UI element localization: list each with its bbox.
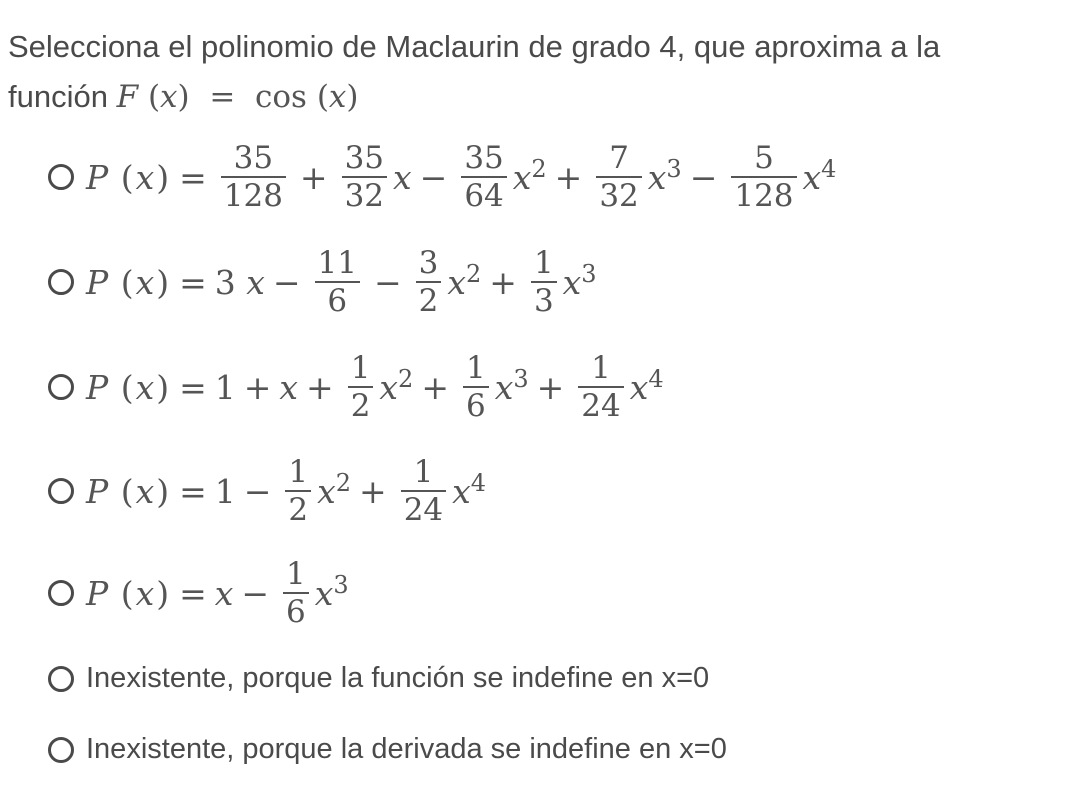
fraction: $\frac{1}{2}$ (285, 454, 311, 528)
question-line-2 (8, 72, 1075, 122)
function-arg: x (160, 79, 178, 115)
radio-button-option-1[interactable] (48, 164, 74, 190)
option-6-label: Inexistente, porque la función se indefine en x=0 (86, 662, 710, 694)
function-definition: F (x) = cos (x) (116, 79, 359, 115)
radio-button-option-5[interactable] (48, 580, 74, 606)
fraction: $\frac{1}{6}$ (283, 556, 309, 630)
fraction: $\frac{35}{32}$ (342, 140, 387, 214)
fraction: $\frac{7}{32}$ (596, 140, 641, 214)
fraction: $\frac{35}{64}$ (461, 140, 506, 214)
option-5[interactable] (48, 556, 349, 630)
option-5-formula: P ( x ) = x − $\frac{1}{6}$ x $^3$ (86, 556, 349, 630)
fraction: $\frac{1}{3}$ (531, 245, 557, 319)
fraction: $\frac{11}{6}$ (315, 245, 360, 319)
function-rhs: cos (255, 79, 307, 115)
fraction: $\frac{5}{128}$ (731, 140, 796, 214)
option-6[interactable] (48, 662, 709, 695)
radio-button-option-3[interactable] (48, 374, 74, 400)
option-1[interactable] (48, 140, 836, 214)
radio-button-option-4[interactable] (48, 478, 74, 504)
question-line-1: Selecciona el polinomio de Maclaurin de grado 4, que aproxima a la (8, 29, 941, 64)
fraction: $\frac{35}{128}$ (221, 140, 286, 214)
function-name: F (116, 79, 139, 115)
option-3-formula: P ( x ) = 1 + x + $\frac{1}{2}$ x $^2$ + $\frac{1}{6}$ x $^3$ + $\frac{1}{24}$ x $^4$ (86, 350, 664, 424)
radio-button-option-6[interactable] (48, 666, 74, 692)
option-4-formula: P ( x ) = 1 − $\frac{1}{2}$ x $^2$ + $\frac{1}{24}$ x $^4$ (86, 454, 487, 528)
option-4[interactable] (48, 454, 486, 528)
question-text (8, 22, 1075, 122)
radio-button-option-2[interactable] (48, 269, 74, 295)
fraction: $\frac{1}{24}$ (401, 454, 446, 528)
radio-button-option-7[interactable] (48, 737, 74, 763)
fraction: $\frac{1}{2}$ (348, 350, 374, 424)
option-2[interactable] (48, 245, 597, 319)
fraction: $\frac{3}{2}$ (416, 245, 442, 319)
option-7-label: Inexistente, porque la derivada se indefine en x=0 (86, 733, 727, 765)
option-1-formula: P ( x ) = $\frac{35}{128}$ + $\frac{35}{32}$ x − $\frac{35}{64}$ x $^2$ + $\frac{7}{32}$ x $^3$ − $\frac{5}{128}$ x $^4$ (86, 140, 837, 214)
fraction: $\frac{1}{6}$ (463, 350, 489, 424)
question-line-2-prefix: función (8, 79, 117, 114)
fraction: $\frac{1}{24}$ (578, 350, 623, 424)
option-3[interactable] (48, 350, 664, 424)
option-2-formula: P ( x ) = 3 x − $\frac{11}{6}$ − $\frac{3}{2}$ x $^2$ + $\frac{1}{3}$ x $^3$ (86, 245, 597, 319)
option-7[interactable] (48, 733, 727, 766)
